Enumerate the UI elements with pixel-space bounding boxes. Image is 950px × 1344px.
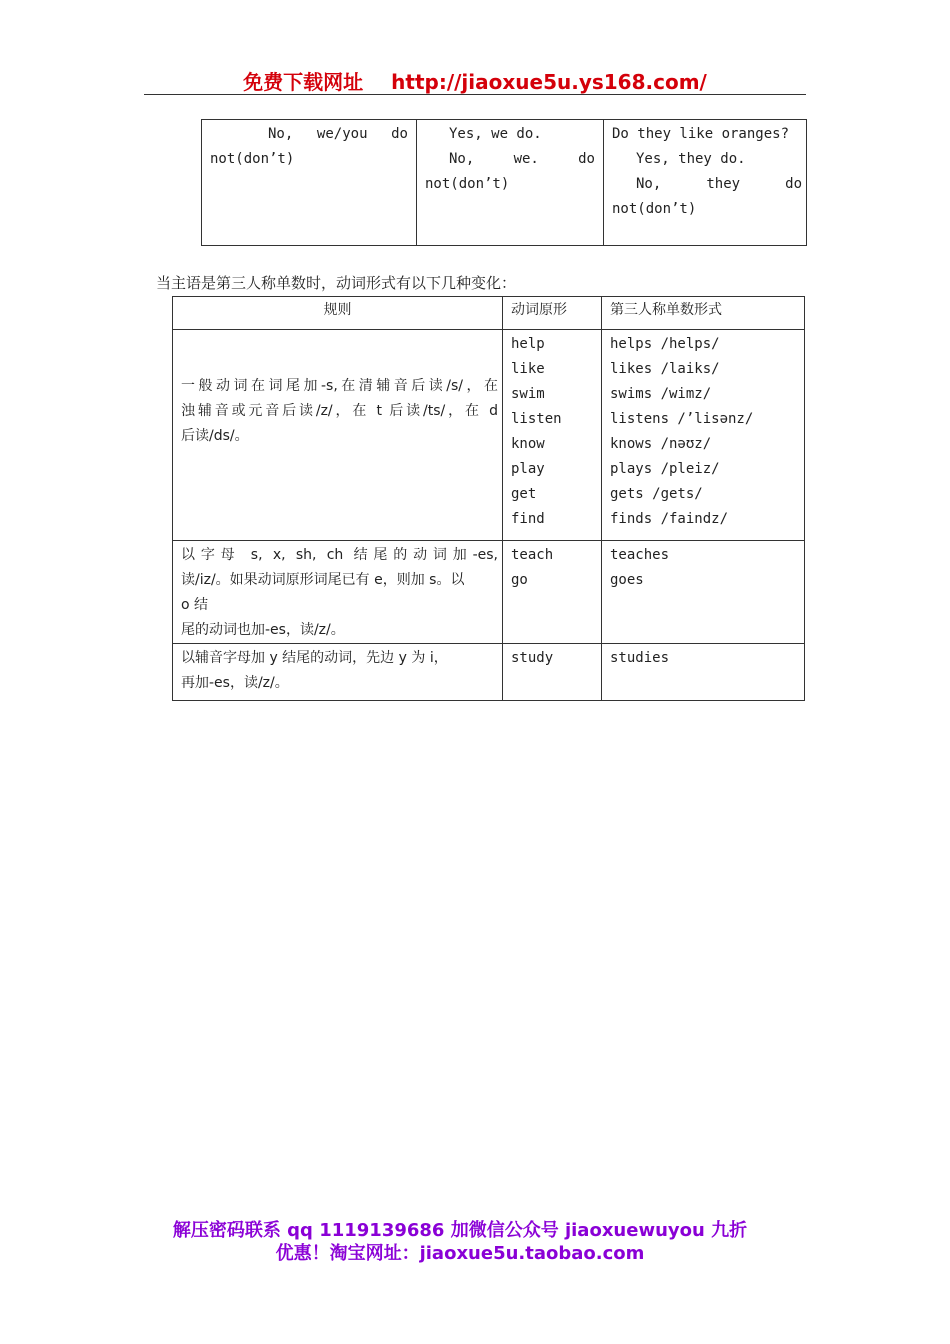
verb-base: listen [511, 411, 562, 427]
verb-rules-table [172, 296, 805, 701]
rule-line: 以辅音字母加 y 结尾的动词，先边 y 为 i， [181, 650, 448, 666]
rule-line: 读/iz/。如果动词原形词尾已有 e，则加 s。以 [181, 572, 465, 588]
pronoun-cell-2-do: do [578, 151, 595, 167]
table-row [173, 644, 805, 701]
third-cell [602, 541, 805, 644]
pronoun-cell-2-not: not(don’t) [425, 176, 510, 192]
base-cell [503, 330, 602, 541]
pronoun-cell-1 [202, 120, 417, 246]
header-divider [144, 94, 806, 95]
header-url[interactable]: http://jiaoxue5u.ys168.com/ [391, 70, 707, 94]
verb-base: know [511, 436, 545, 452]
rule-line: 再加-es，读/z/。 [181, 675, 289, 691]
verb-base: help [511, 336, 545, 352]
rule-line: 浊辅音或元音后读/z/，在 t 后读/ts/，在 d [181, 403, 498, 419]
header-base-col: 动词原形 [503, 297, 602, 330]
verb-third: studies [610, 650, 670, 666]
pronoun-cell-2-yes: Yes, we do. [449, 126, 542, 142]
verb-base: play [511, 461, 545, 477]
verb-base: like [511, 361, 545, 377]
header-third-col: 第三人称单数形式 [602, 297, 805, 330]
verb-third: gets /gets/ [610, 486, 703, 502]
pronoun-cell-3-yes: Yes, they do. [636, 151, 746, 167]
pronoun-cell-3-they: they [706, 176, 741, 192]
verb-base: find [511, 511, 545, 527]
verb-third: goes [610, 572, 644, 588]
intro-text: 当主语是第三人称单数时，动词形式有以下几种变化： [156, 274, 517, 292]
pronoun-cell-3-not: not(don’t) [612, 201, 697, 217]
page-header [0, 66, 950, 95]
verb-third: likes /laiks/ [610, 361, 720, 377]
pronoun-cell-3-no: No, [636, 176, 662, 192]
third-cell [602, 330, 805, 541]
rule-cell [173, 330, 503, 541]
footer-contact: 解压密码联系 qq 1119139686 加微信公众号 jiaoxuewuyou 九折 [172, 1220, 748, 1241]
footer-shop[interactable]: 优惠！淘宝网址：jiaoxue5u.taobao.com [275, 1243, 645, 1264]
pronoun-cell-1-not: not(don’t) [210, 151, 295, 167]
header-title: 免费下载网址 [243, 70, 364, 94]
rule-line: 后读/ds/。 [181, 428, 249, 444]
pronoun-cell-1-no: No, [268, 126, 294, 142]
pronoun-cell-3-do: do [785, 176, 802, 192]
rule-line: 以字母 s, x, sh, ch 结尾的动词加-es, [181, 547, 498, 563]
verb-third: knows /nəʊz/ [610, 436, 712, 452]
table-row [173, 541, 805, 644]
rule-cell [173, 644, 503, 701]
verb-base: study [511, 650, 554, 666]
pronoun-cell-2-no: No, [449, 151, 475, 167]
verb-third: plays /pleiz/ [610, 461, 720, 477]
verb-third: listens /’lisənz/ [610, 411, 754, 427]
base-cell [503, 541, 602, 644]
verb-base: teach [511, 547, 554, 563]
header-rule-col: 规则 [173, 297, 503, 330]
verb-third: teaches [610, 547, 670, 563]
pronoun-cell-1-we: we/you [316, 126, 368, 142]
rule-line: 一般动词在词尾加-s,在清辅音后读/s/，在 [181, 378, 498, 394]
pronoun-cell-3 [604, 120, 807, 246]
verb-base: go [511, 572, 528, 588]
verb-third: swims /wimz/ [610, 386, 712, 402]
verb-base: swim [511, 386, 545, 402]
pronoun-cell-1-do: do [391, 126, 408, 142]
pronoun-cell-3-question: Do they like oranges? [612, 126, 790, 142]
verb-third: finds /faindz/ [610, 511, 729, 527]
rule-cell [173, 541, 503, 644]
table-row [173, 330, 805, 541]
base-cell [503, 644, 602, 701]
rule-line: o 结 [181, 597, 209, 613]
verb-third: helps /helps/ [610, 336, 720, 352]
third-cell [602, 644, 805, 701]
pronoun-cell-2-we: we. [513, 151, 539, 167]
pronoun-table [201, 119, 807, 246]
rule-line: 尾的动词也加-es，读/z/。 [181, 622, 345, 638]
verb-base: get [511, 486, 537, 502]
pronoun-cell-2 [417, 120, 604, 246]
